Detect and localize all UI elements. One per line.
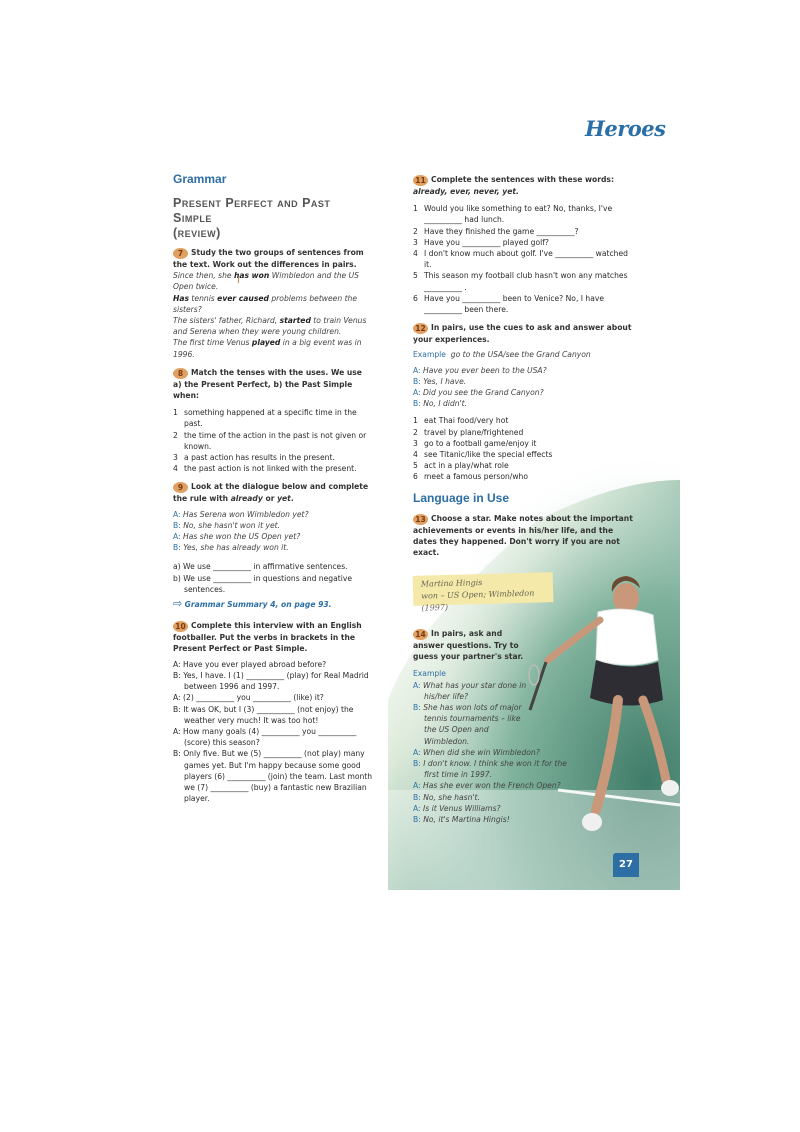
dialogue-line: A: (2) __________ you __________ (like) it?	[173, 693, 324, 703]
dialogue-line: B: It was OK, but I (3) __________ (not enjoy) the weather very much! It was too hot!	[173, 704, 354, 725]
dialogue-line: B: Yes, she has already won it.	[173, 543, 289, 553]
textbook-page	[118, 100, 680, 890]
exercise-number: 14	[413, 629, 428, 640]
list-item: 4 see Titanic/like the special effects	[413, 450, 553, 460]
dialogue	[413, 365, 635, 410]
dialogue-line: B: No, I didn't.	[413, 399, 468, 409]
page-number: 27	[613, 853, 639, 877]
exercise-instruction: In pairs, use the cues to ask and answer about your experiences.	[413, 323, 632, 345]
summary-text: Grammar Summary 4, on page 93.	[184, 600, 332, 610]
exercise-instruction: Look at the dialogue below and complete the rule with already or yet.	[173, 482, 369, 504]
dialogue-line: A: Did you see the Grand Canyon?	[413, 388, 544, 398]
list-item: 6 meet a famous person/who	[413, 472, 529, 482]
dialogue	[173, 509, 373, 554]
dialogue-line: B: No, it's Martina Hingis!	[413, 815, 510, 825]
left-column	[173, 172, 373, 811]
list-item: 3 a past action has results in the present.	[173, 453, 335, 463]
grammar-title-line1: Present Perfect and Past Simple	[173, 196, 331, 225]
exercise-number: 9	[173, 482, 188, 493]
list-item: 3 go to a football game/enjoy it	[413, 438, 537, 448]
exercise-8	[173, 367, 373, 475]
exercise-instruction: In pairs, ask and answer questions. Try to guess your partner's star.	[413, 629, 524, 662]
dialogue-line: A: What has your star done in his/her life?	[413, 680, 527, 701]
exercise-9	[173, 481, 373, 610]
rule-a: a) We use __________ in affirmative sentences.	[173, 562, 348, 572]
exercise-instruction: Study the two groups of sentences from the text. Work out the differences in pairs.	[173, 248, 364, 269]
example-sentence: The first time Venus played in a big event was in 1996.	[173, 338, 362, 359]
cue-list	[413, 415, 635, 482]
exercise-instruction: Choose a star. Make notes about the important achievements or events in his/her life, and the dates they happened. Don't worry if you are not exact.	[413, 513, 633, 558]
dialogue-line: B: No, she hasn't won it yet.	[173, 520, 281, 530]
arrow-right-icon: ⇨	[173, 597, 183, 611]
exercise-12	[413, 322, 635, 482]
exercise-10	[173, 620, 373, 804]
example-sentence: Has tennis ever caused problems between the sisters?	[173, 293, 358, 314]
example-sentence: The sisters' father, Richard, started to train Venus and Serena when they were young children.	[173, 316, 367, 337]
dialogue-line: A: Has she ever won the French Open?	[413, 781, 561, 791]
chapter-title: Heroes	[585, 116, 666, 141]
dialogue-line: B: Only five. But we (5) __________ (not play) many games yet. But I'm happy because some good players (6) __________ (join) the team. Last month we (7) __________ (buy) a fantastic new Brazilian player.	[173, 749, 373, 804]
rule-b: b) We use __________ in questions and negative sentences.	[173, 573, 353, 594]
section-heading-grammar: Grammar	[173, 172, 227, 186]
list-item: 2 Have they finished the game __________?	[413, 226, 579, 236]
dialogue-line: A: Has she won the US Open yet?	[173, 532, 301, 542]
grammar-summary-link[interactable]	[173, 598, 373, 610]
dialogue-line: B: She has won lots of major tennis tournaments – like the US Open and Wimbledon.	[413, 703, 522, 746]
dialogue	[173, 659, 373, 805]
list-item: 4 the past action is not linked with the present.	[173, 464, 357, 474]
exercise-number: 11	[413, 175, 428, 186]
list-item: 1 something happened at a specific time in the past.	[173, 408, 357, 429]
exercise-instruction: Complete the sentences with these words: already, ever, never, yet.	[413, 175, 614, 196]
example-sentence: Since then, she has won Wimbledon and the US Open twice.	[173, 271, 359, 292]
dialogue-line: B: No, she hasn't.	[413, 792, 480, 802]
right-column	[413, 174, 635, 565]
exercise-number: 7	[173, 248, 188, 259]
exercise-number: 10	[173, 621, 188, 632]
exercise-number: 12	[413, 323, 428, 334]
list-item: 1 Would you like something to eat? No, thanks, I've __________ had lunch.	[413, 204, 613, 225]
grammar-title	[173, 196, 373, 241]
dialogue-line: A: Is it Venus Williams?	[413, 803, 501, 813]
exercise-number: 13	[413, 514, 428, 525]
example-cue: Example go to the USA/see the Grand Canyon	[413, 350, 591, 360]
dialogue	[413, 680, 578, 826]
list-item: 1 eat Thai food/very hot	[413, 416, 509, 426]
list-item: 4 I don't know much about golf. I've __________ watched it.	[413, 249, 628, 270]
list-item: 5 act in a play/what role	[413, 461, 509, 471]
exercise-7	[173, 247, 373, 360]
exercise-instruction: Complete this interview with an English footballer. Put the verbs in brackets in the Present Perfect or Past Simple.	[173, 621, 362, 654]
sticky-note	[413, 572, 554, 613]
list-item: 3 Have you __________ played golf?	[413, 237, 549, 247]
dialogue-line: A: When did she win Wimbledon?	[413, 747, 540, 757]
example-label: Example	[413, 669, 446, 679]
dialogue-line: A: Has Serena won Wimbledon yet?	[173, 509, 309, 519]
note-name: Martina Hingis	[420, 578, 483, 589]
list-item: 2 travel by plane/frightened	[413, 427, 524, 437]
dialogue-line: A: How many goals (4) __________ you __________ (score) this season?	[173, 726, 357, 748]
exercise-11	[413, 174, 635, 315]
exercise-14	[413, 628, 567, 825]
exercise-number: 8	[173, 368, 188, 379]
list-item: 2 the time of the action in the past is not given or known.	[173, 430, 367, 451]
dialogue-line: B: Yes, I have.	[413, 376, 467, 386]
section-heading-language: Language in Use	[413, 490, 510, 505]
dialogue-line: B: Yes, I have. I (1) __________ (play) for Real Madrid between 1996 and 1997.	[173, 670, 369, 692]
dialogue-line: A: Have you ever played abroad before?	[173, 659, 327, 669]
exercise-13	[413, 513, 635, 559]
list-item: 5 This season my football club hasn't won any matches __________ .	[413, 271, 628, 292]
list-item: 6 Have you __________ been to Venice? No, I have __________ been there.	[413, 293, 605, 315]
uses-list	[173, 407, 373, 474]
dialogue-line: B: I don't know. I think she won it for the first time in 1997.	[413, 759, 567, 780]
note-text: won – US Open; Wimbledon (1997)	[421, 588, 535, 613]
exercise-instruction: Match the tenses with the uses. We use a) the Present Perfect, b) the Past Simple when:	[173, 367, 362, 401]
dialogue-line: A: Have you ever been to the USA?	[413, 365, 547, 375]
rule-list	[173, 561, 373, 595]
sentence-list	[413, 203, 635, 315]
grammar-title-line2: (review)	[173, 226, 221, 240]
